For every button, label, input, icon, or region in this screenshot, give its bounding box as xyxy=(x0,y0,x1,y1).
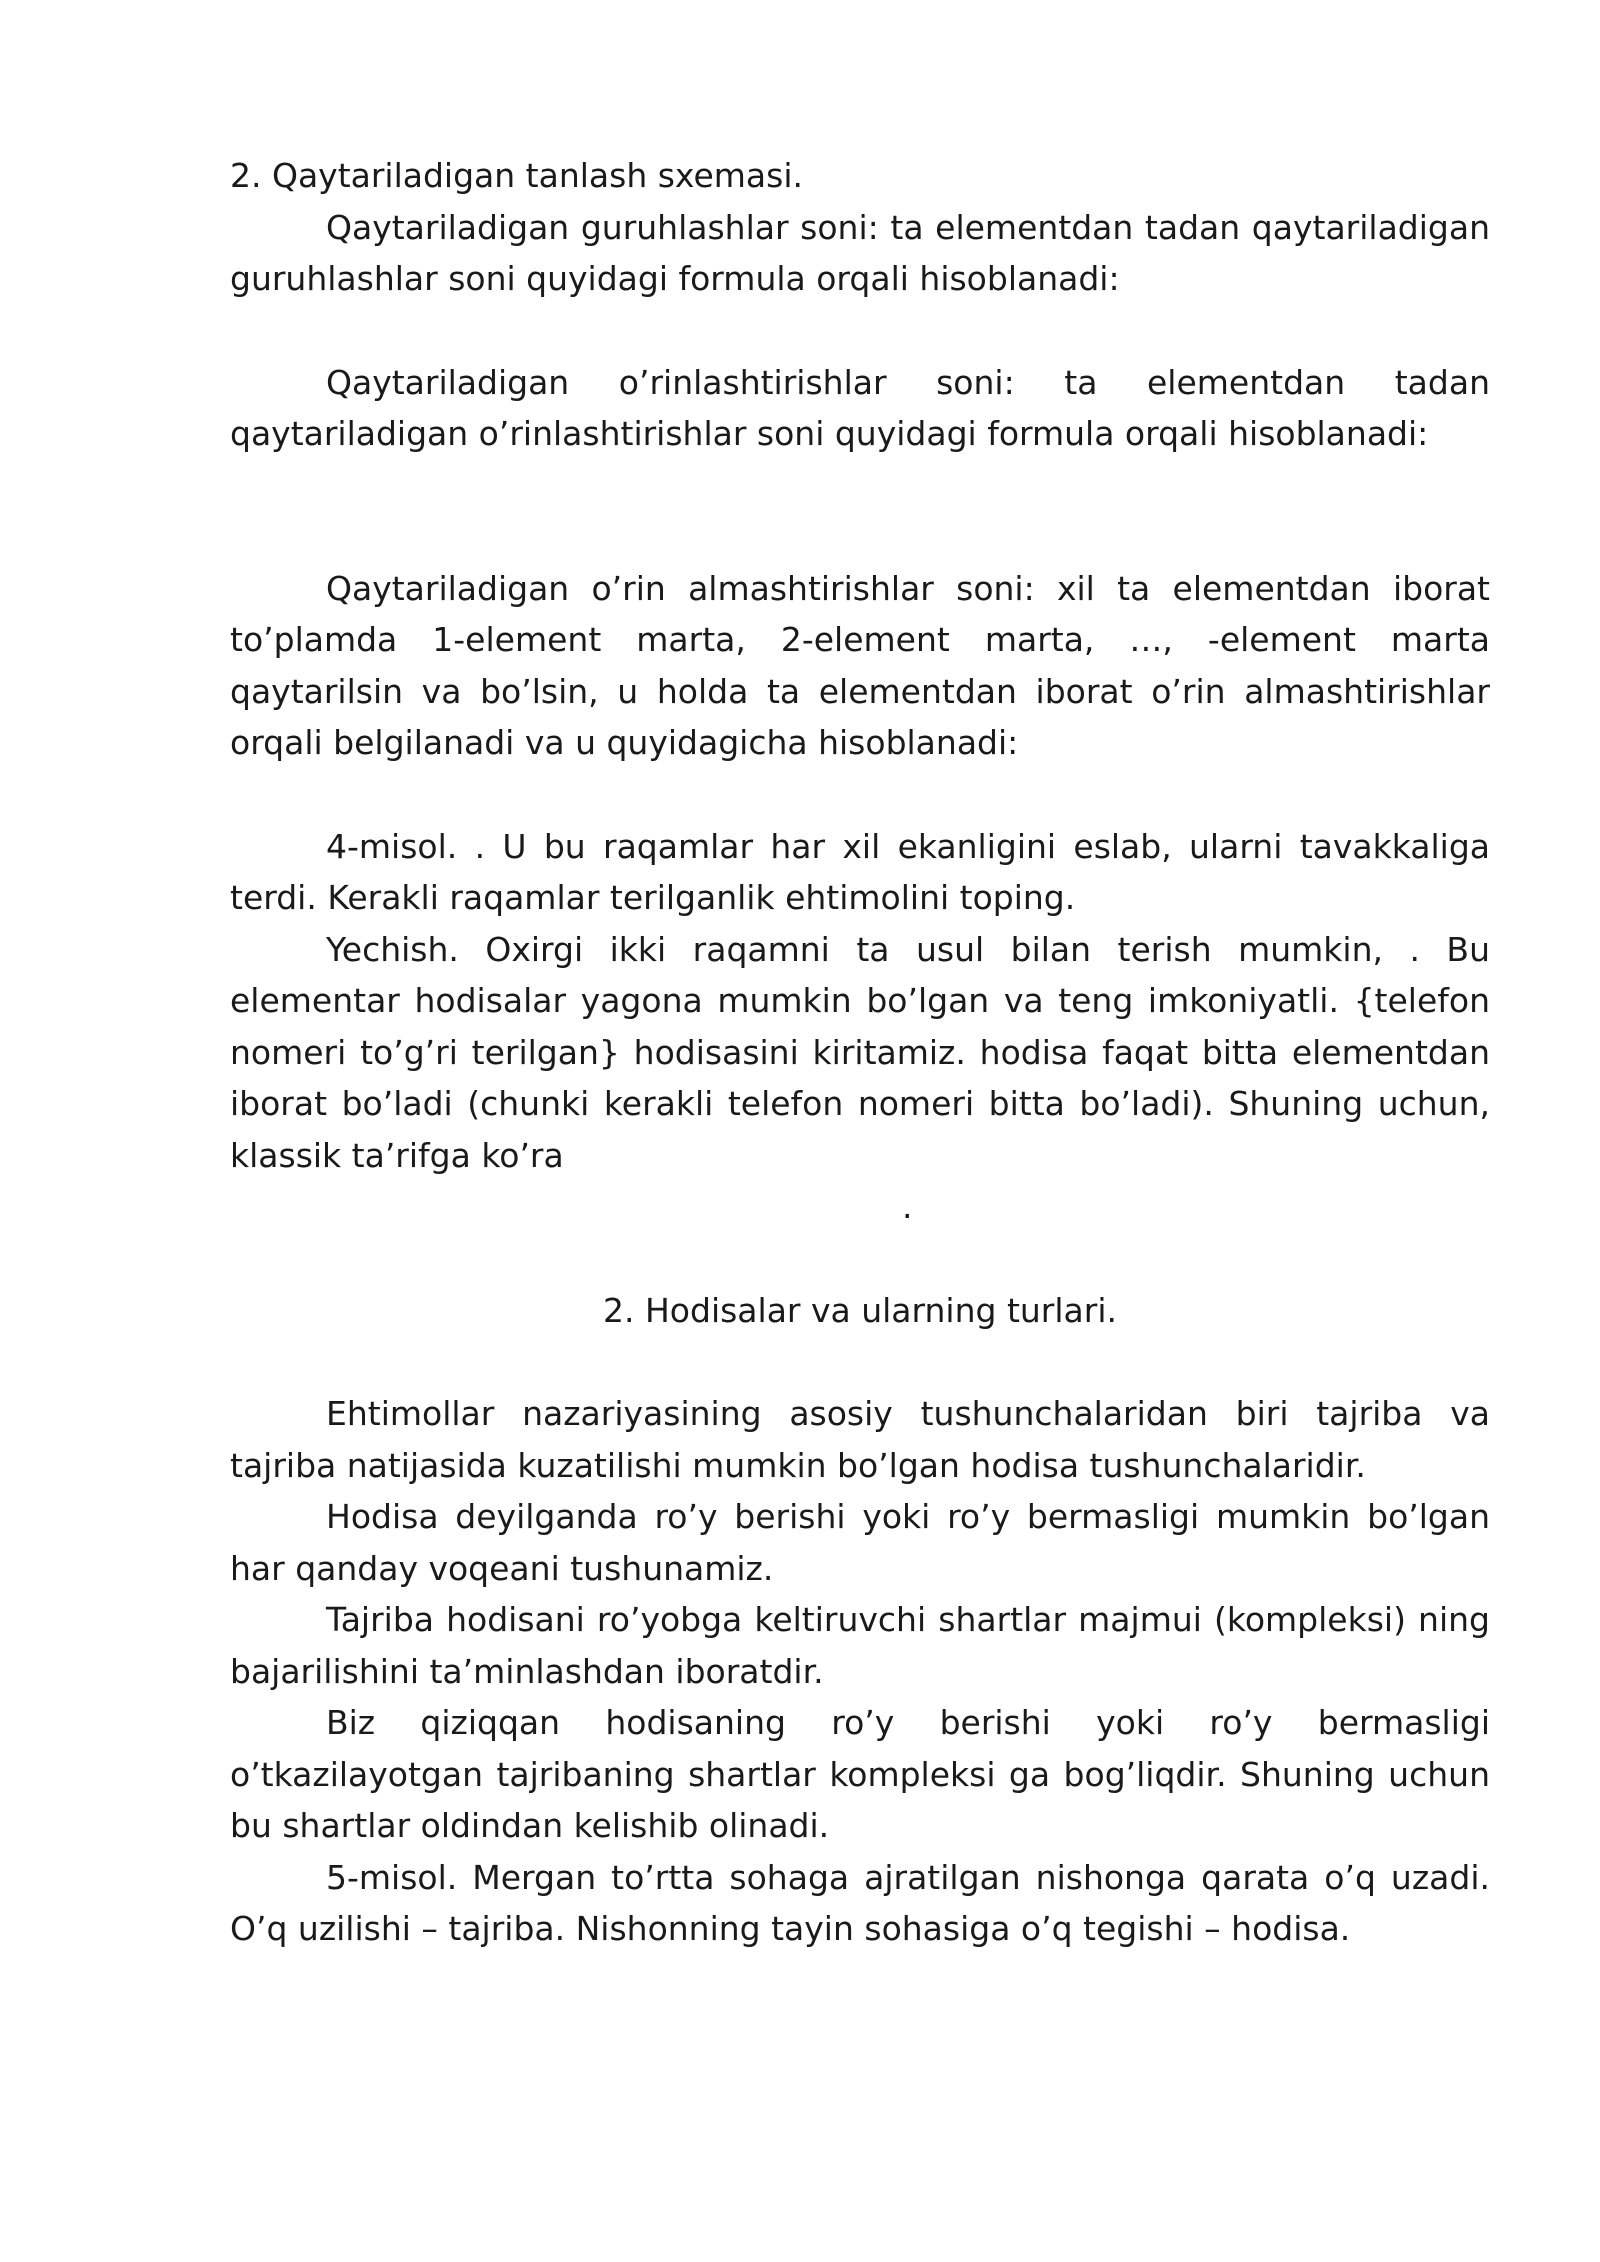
paragraph-conditions-dependency: Biz qiziqqan hodisaning ro’y berishi yoki ro’y bermasligi o’tkazilayotgan tajribaning shartlar kompleksi ga bog’liqdir. Shuning uchun bu shartlar oldindan kelishib olinadi. xyxy=(230,1703,1490,1845)
formula-placeholder-placements xyxy=(230,460,1490,563)
paragraph-event-definition: Hodisa deyilganda ro’y berishi yoki ro’y bermasligi mumkin bo’lgan har qanday voqeani tushunamiz. xyxy=(230,1497,1490,1588)
paragraph-experiment-definition: Tajriba hodisani ro’yobga keltiruvchi shartlar majmui (kompleksi) ning bajarilishini ta’minlashdan iboratdir. xyxy=(230,1600,1490,1691)
paragraph-repeated-permutations: Qaytariladigan o’rin almashtirishlar soni: xil ta elementdan iborat to’plamda 1-element marta, 2-element marta, …, -element marta qaytarilsin va bo’lsin, u holda ta elementdan iborat o’rin almashtirishlar orqali belgilanadi va u quyidagicha hisoblanadi: xyxy=(230,568,1490,762)
formula-placeholder-groupings xyxy=(230,305,1490,357)
paragraph-example-4: 4-misol. . U bu raqamlar har xil ekanligini eslab, ularni tavakkaliga terdi. Kerakli raqamlar terilganlik ehtimolini toping. xyxy=(230,826,1490,917)
formula-placeholder-permutations xyxy=(230,769,1490,821)
paragraph-solution: Yechish. Oxirgi ikki raqamni ta usul bilan terish mumkin, . Bu elementar hodisalar yagona mumkin bo’lgan va teng imkoniyatli. {telefon nomeri to’g’ri terilgan} hodisasini kiritamiz. hodisa faqat bitta elementdan iborat bo’ladi (chunki kerakli telefon nomeri bitta bo’ladi). Shuning uchun, klassik ta’rifga ko’ra xyxy=(230,929,1490,1175)
paragraph-repeated-groupings: Qaytariladigan guruhlashlar soni: ta elementdan tadan qaytariladigan guruhlashlar soni quyidagi formula orqali hisoblanadi: xyxy=(230,207,1490,298)
paragraph-example-5: 5-misol. Mergan to’rtta sohaga ajratilgan nishonga qarata o’q uzadi. O’q uzilishi – tajriba. Nishonning tayin sohasiga o’q tegishi – hodisa. xyxy=(230,1857,1490,1948)
document-page xyxy=(230,150,1490,1955)
section-heading-events: 2. Hodisalar va ularning turlari. xyxy=(603,1290,1117,1330)
formula-end-dot: . xyxy=(902,1187,913,1226)
heading-spacer xyxy=(230,1336,1490,1388)
paragraph-repeated-placements: Qaytariladigan o’rinlashtirishlar soni: ta elementdan tadan qaytariladigan o’rinlashtirishlar soni quyidagi formula orqali hisoblanadi: xyxy=(230,362,1490,453)
section-spacer xyxy=(230,1233,1490,1285)
paragraph-basic-concepts: Ehtimollar nazariyasining asosiy tushunchalaridan biri tajriba va tajriba natijasida kuzatilishi mumkin bo’lgan hodisa tushunchalaridir. xyxy=(230,1394,1490,1485)
section-heading-sampling-scheme: 2. Qaytariladigan tanlash sxemasi. xyxy=(230,156,803,195)
